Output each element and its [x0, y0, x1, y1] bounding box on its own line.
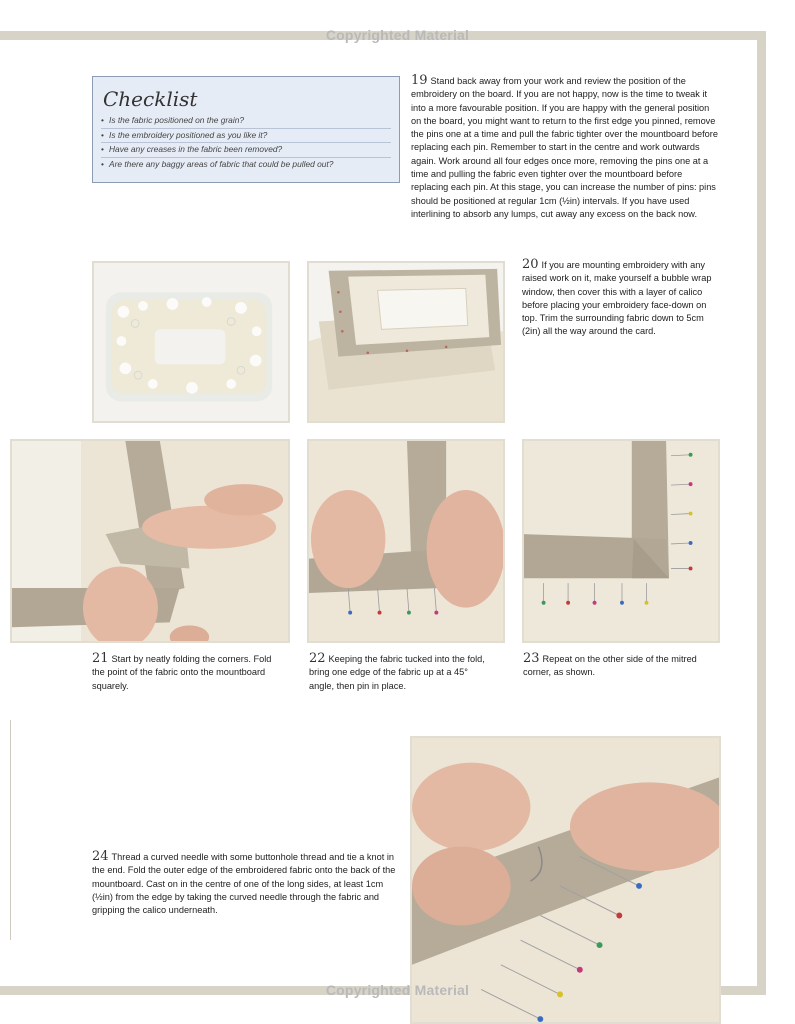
page-frame-left-stub: [0, 720, 11, 940]
step-19: [411, 74, 719, 221]
step-24: [92, 850, 400, 917]
step-number: 21: [92, 651, 109, 666]
watermark-bottom: Copyrighted Material: [325, 982, 470, 998]
step-text: Start by neatly folding the corners. Fold the point of the fabric onto the mountboard squarely.: [92, 654, 272, 691]
step-21: [92, 652, 277, 693]
step-number: 22: [309, 651, 326, 666]
photo-curved-needle-stitching: [410, 736, 721, 1024]
photo-embroidery-face-down: [307, 261, 505, 423]
step-20: [522, 258, 718, 339]
step-text: Stand back away from your work and review the position of the embroidery on the board. If you are not happy, now is the time to tweak it into a more favourable position. If you are happy with the general position on the board, you might want to return to the first edge you pinned, remove the pins one at a time and pull the fabric tighter over the mountboard before replacing each pin. Remember to start in the centre and work outwards again. Work around all four edges once more, removing the pins one at a time and pulling the fabric even tighter over the mountboard before replacing each pin. At this stage, you can increase the number of pins: pins should be positioned at regular 1cm (½in) intervals. If you have used interlining to absorb any lumps, cut away any excess on the back now.: [411, 76, 718, 219]
step-number: 19: [411, 73, 428, 88]
checklist-item: • Have any creases in the fabric been removed?: [101, 143, 391, 158]
checklist-item: • Are there any baggy areas of fabric that could be pulled out?: [101, 158, 391, 172]
checklist-list: [101, 114, 391, 171]
step-text: Repeat on the other side of the mitred corner, as shown.: [523, 654, 697, 678]
photo-mitred-corner: [522, 439, 720, 643]
step-23: [523, 652, 718, 680]
watermark-top: Copyrighted Material: [325, 27, 470, 43]
checklist-item: • Is the fabric positioned on the grain?: [101, 114, 391, 129]
checklist-box: [92, 76, 400, 183]
step-number: 23: [523, 651, 540, 666]
photo-tucking-fold: [307, 439, 505, 643]
checklist-item: • Is the embroidery positioned as you like it?: [101, 129, 391, 144]
photo-folding-corner: [10, 439, 290, 643]
step-text: If you are mounting embroidery with any raised work on it, make yourself a bubble wrap window, then cover this with a layer of calico before placing your embroidery face-down on top. Trim the surrounding fabric down to 5cm (2in) all the way around the card.: [522, 260, 712, 337]
page-frame-right: [757, 31, 766, 995]
step-22: [309, 652, 495, 693]
step-number: 20: [522, 257, 539, 272]
photo-bubble-wrap-window: [92, 261, 290, 423]
checklist-title: Checklist: [103, 87, 198, 111]
step-number: 24: [92, 849, 109, 864]
step-text: Thread a curved needle with some buttonhole thread and tie a knot in the end. Fold the outer edge of the embroidered fabric onto the back of the mountboard. Cast on in the centre of one of the long sides, at least 1cm (½in) from the edge by taking the curved needle through the fabric and gripping the calico underneath.: [92, 852, 396, 916]
step-text: Keeping the fabric tucked into the fold, bring one edge of the fabric up at a 45° angle, then pin in place.: [309, 654, 485, 691]
